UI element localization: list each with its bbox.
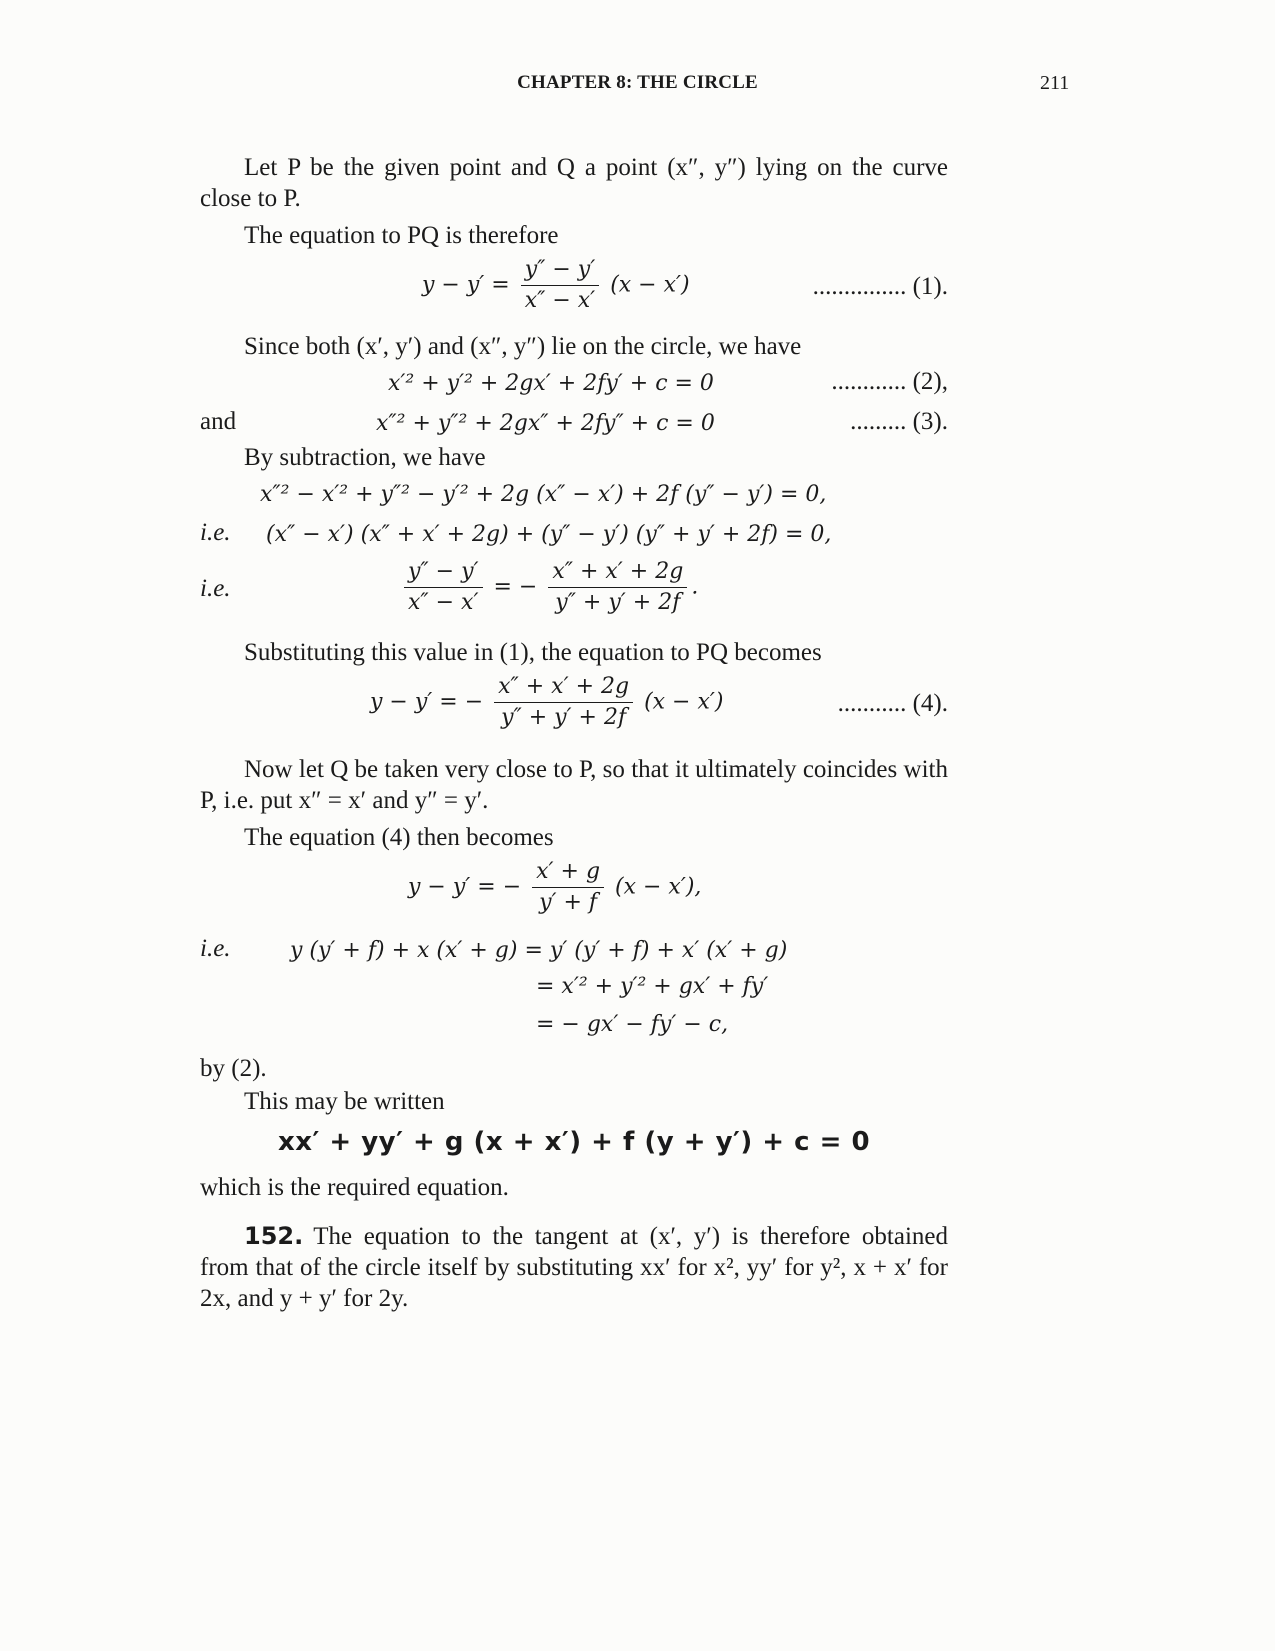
equation-7-numerator: x″ + x′ + 2g bbox=[494, 674, 633, 703]
equation-1-lhs: y − y′ = bbox=[422, 272, 517, 298]
equation-8-denominator: y′ + f bbox=[539, 890, 598, 915]
page-body bbox=[200, 152, 948, 1314]
equation-8-fraction bbox=[532, 859, 604, 916]
equation-2-tag: ............ (2), bbox=[831, 368, 948, 395]
equation-6-denominator-left: x″ − x′ bbox=[408, 590, 479, 615]
equation-6-fraction-left bbox=[404, 559, 483, 616]
equation-4-expression: x″² − x′² + y″² − y′² + 2g (x″ − x′) + 2f (y″ − y′) = 0, bbox=[260, 482, 827, 507]
equation-5-label: i.e. bbox=[200, 519, 231, 546]
equation-1-numerator: y″ − y′ bbox=[521, 257, 600, 286]
equation-7-rhs: (x − x′) bbox=[637, 689, 724, 715]
equation-8-expression bbox=[408, 859, 701, 916]
equation-2 bbox=[200, 362, 948, 402]
equation-4 bbox=[200, 473, 948, 513]
equation-6 bbox=[200, 553, 948, 629]
equation-5 bbox=[200, 513, 948, 553]
equation-3-expression: x″² + y″² + 2gx″ + 2fy″ + c = 0 bbox=[376, 411, 715, 436]
tangent-equation: xx′ + yy′ + g (x + x′) + f (y + y′) + c = 0 bbox=[277, 1127, 871, 1157]
equation-8 bbox=[200, 853, 948, 929]
paragraph-1: Let P be the given point and Q a point (x″, y″) lying on the curve close to P. bbox=[200, 154, 948, 212]
equation-9 bbox=[200, 929, 948, 969]
paragraph-6: Now let Q be taken very close to P, so that it ultimately coincides with P, i.e. put x″ = x′ and y″ = y′. bbox=[200, 756, 948, 814]
equation-1-rhs: (x − x′) bbox=[603, 272, 690, 298]
paragraph-2: The equation to PQ is therefore bbox=[244, 222, 559, 249]
equation-8-numerator: x′ + g bbox=[532, 859, 604, 888]
equation-11 bbox=[200, 1009, 948, 1049]
paragraph-4: By subtraction, we have bbox=[244, 444, 486, 471]
chapter-header: CHAPTER 8: THE CIRCLE bbox=[517, 72, 758, 93]
equation-1-expression bbox=[422, 257, 690, 314]
page-number: 211 bbox=[1040, 72, 1070, 94]
equation-1-denominator: x″ − x′ bbox=[524, 288, 596, 313]
paragraph-8: by (2). bbox=[200, 1055, 267, 1082]
equation-3-tag: ......... (3). bbox=[850, 408, 948, 435]
equation-10 bbox=[200, 969, 948, 1009]
equation-3-label: and bbox=[200, 408, 237, 435]
equation-7-expression bbox=[370, 674, 723, 731]
equation-6-expression bbox=[400, 559, 698, 616]
section-text: The equation to the tangent at (x′, y′) is therefore obtained from that of the circle itself by substituting xx′ for x², yy′ for y², x + x′ for 2x, and y + y′ for 2y. bbox=[200, 1223, 948, 1312]
equation-7-tag: ........... (4). bbox=[837, 690, 948, 717]
equation-1 bbox=[200, 251, 948, 327]
equation-10-expression: = x′² + y′² + gx′ + fy′ bbox=[536, 974, 769, 999]
equation-6-equals: = − bbox=[486, 574, 545, 600]
section-number: 152. bbox=[244, 1222, 304, 1250]
equation-6-label: i.e. bbox=[200, 575, 231, 602]
paragraph-7: The equation (4) then becomes bbox=[244, 824, 554, 851]
equation-2-expression: x′² + y′² + 2gx′ + 2fy′ + c = 0 bbox=[388, 371, 714, 396]
equation-6-end: . bbox=[691, 574, 699, 600]
section-152 bbox=[200, 1221, 948, 1314]
equation-6-numerator-right: x″ + x′ + 2g bbox=[548, 559, 687, 588]
equation-1-tag: ............... (1). bbox=[812, 273, 948, 300]
equation-5-expression: (x″ − x′) (x″ + x′ + 2g) + (y″ − y′) (y″ + y′ + 2f) = 0, bbox=[266, 522, 832, 547]
paragraph-9: This may be written bbox=[244, 1088, 445, 1115]
paragraph-3: Since both (x′, y′) and (x″, y″) lie on the circle, we have bbox=[244, 333, 802, 360]
equation-3 bbox=[200, 402, 948, 442]
equation-7-lhs: y − y′ = − bbox=[370, 689, 491, 715]
paragraph-10: which is the required equation. bbox=[200, 1174, 509, 1201]
equation-9-expression: y (y′ + f) + x (x′ + g) = y′ (y′ + f) + x′ (x′ + g) bbox=[290, 938, 788, 963]
equation-6-numerator-left: y″ − y′ bbox=[404, 559, 483, 588]
equation-8-rhs: (x − x′), bbox=[608, 874, 702, 900]
equation-9-label: i.e. bbox=[200, 935, 231, 962]
equation-7-denominator: y″ + y′ + 2f bbox=[501, 705, 627, 730]
equation-6-denominator-right: y″ + y′ + 2f bbox=[555, 590, 681, 615]
paragraph-5: Substituting this value in (1), the equation to PQ becomes bbox=[244, 639, 822, 666]
equation-1-fraction bbox=[521, 257, 600, 314]
equation-6-fraction-right bbox=[548, 559, 687, 616]
equation-11-expression: = − gx′ − fy′ − c, bbox=[536, 1012, 729, 1037]
equation-8-lhs: y − y′ = − bbox=[408, 874, 529, 900]
equation-7-fraction bbox=[494, 674, 633, 731]
equation-7 bbox=[200, 668, 948, 744]
